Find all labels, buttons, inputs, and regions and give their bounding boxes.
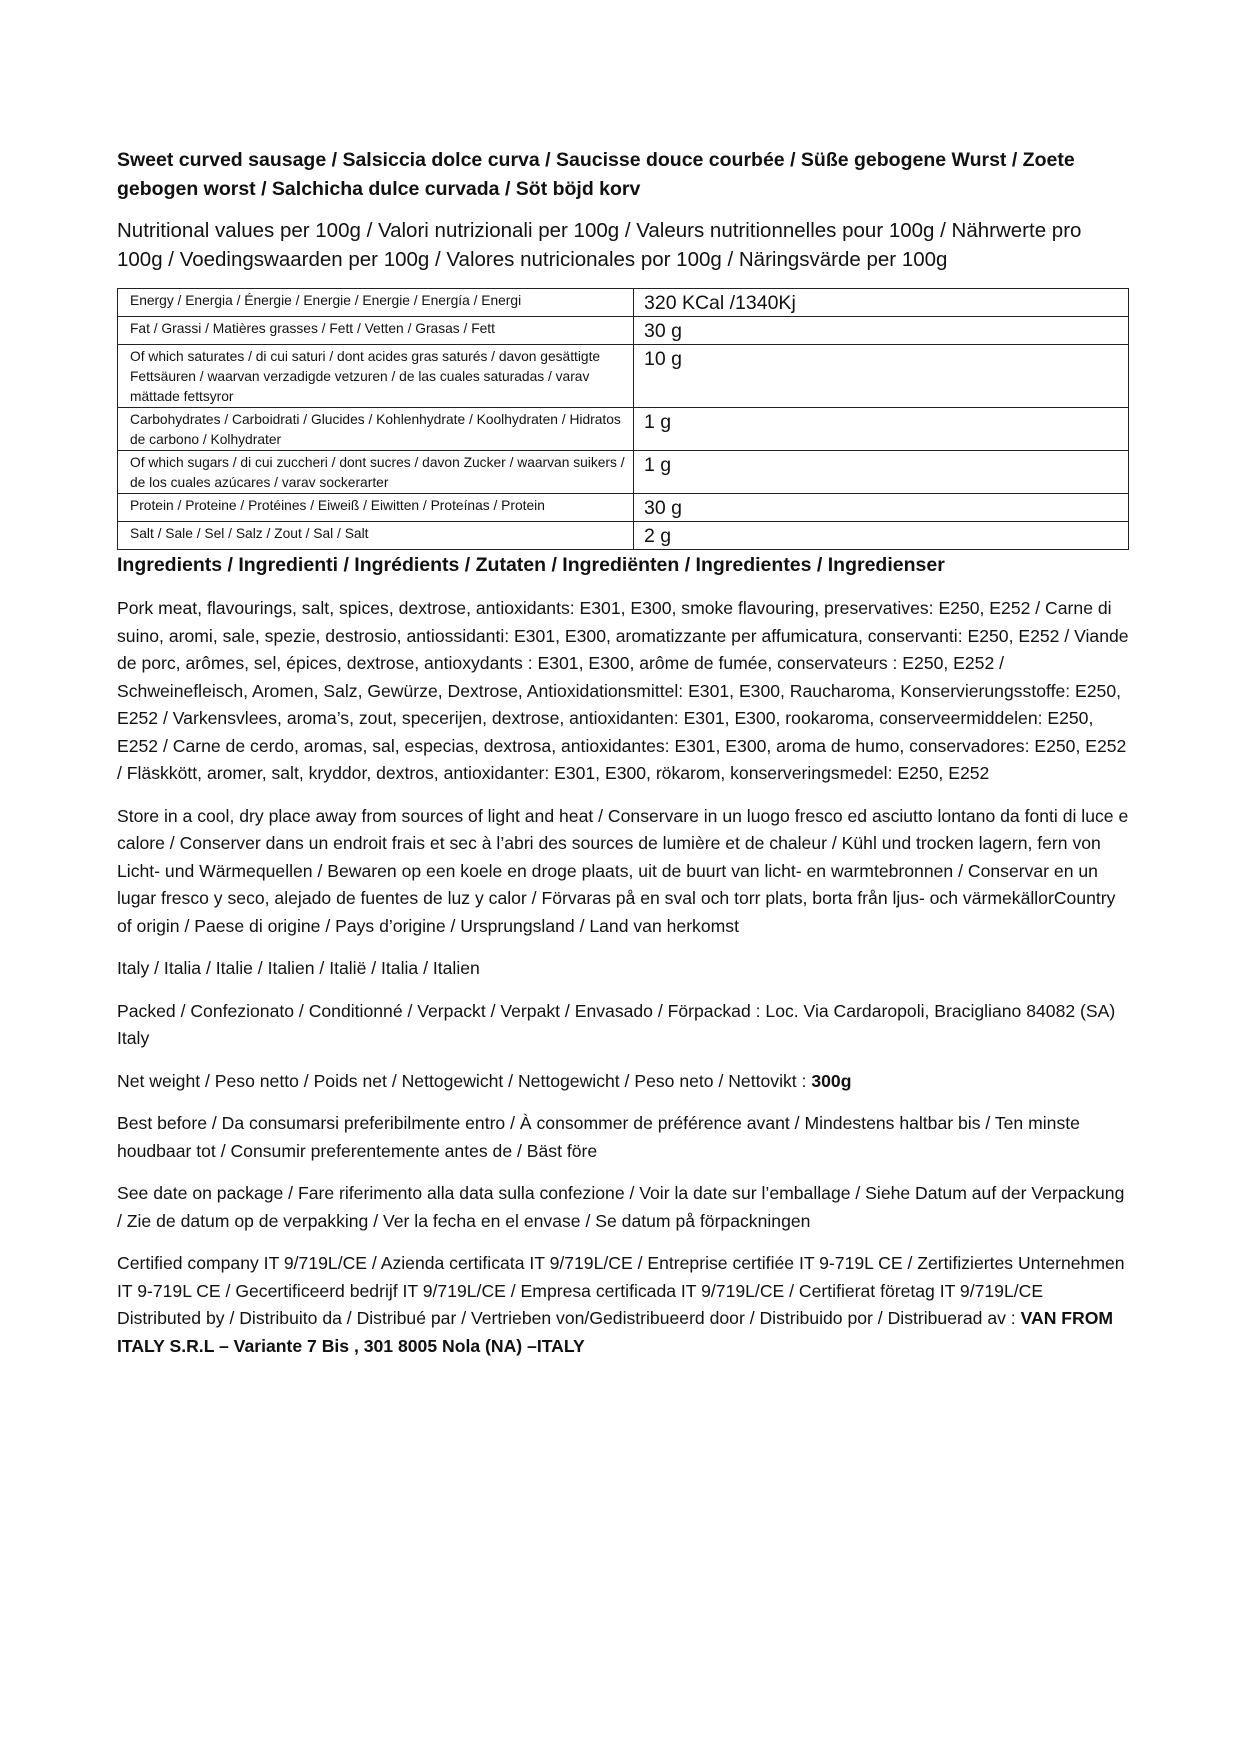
table-row: [118, 345, 1129, 408]
distributor-address: VAN FROM ITALY S.R.L – Variante 7 Bis , 301 8005 Nola (NA) –ITALY: [117, 1308, 1114, 1356]
nutrient-value: 30 g: [634, 494, 1129, 522]
table-row: [118, 494, 1129, 522]
certified-text: Certified company IT 9/719L/CE / Azienda certificata IT 9/719L/CE / Entreprise certifiée IT 9-719L CE / Zertifiziertes Unternehmen IT 9-719L CE / Gecertificeerd bedrijf IT 9/719L/CE / Empresa certificada IT 9/719L/CE / Certifierat företag IT 9/719L/CE Distributed by / Distribuito da / Distribué par / Vertrieben von/Gedistribueerd door / Distribuido por / Distribuerad av :: [117, 1253, 1125, 1328]
nutrient-label: Protein / Proteine / Protéines / Eiweiß / Eiwitten / Proteínas / Protein: [118, 494, 634, 522]
table-row: [118, 289, 1129, 317]
table-row: [118, 317, 1129, 345]
net-weight-value: 300g: [811, 1070, 852, 1091]
origin-text: Italy / Italia / Italie / Italien / Italië / Italia / Italien: [117, 958, 480, 978]
net-weight-line: [117, 1068, 1129, 1096]
product-title: Sweet curved sausage / Salsiccia dolce curva / Saucisse douce courbée / Süße gebogene Wurst / Zoete gebogen worst / Salchicha dulce curvada / Söt böjd korv: [117, 149, 1075, 200]
nutrient-value: 1 g: [634, 408, 1129, 451]
nutrient-value: 2 g: [634, 522, 1129, 550]
ingredients-text: Pork meat, flavourings, salt, spices, dextrose, antioxidants: E301, E300, smoke flavouring, preservatives: E250, E252 / Carne di suino, aromi, sale, spezie, destrosio, antiossidanti: E301, E300, aromatizzante per affumicatura, conservanti: E250, E252 / Viande de porc, arômes, sel, épices, dextrose, antioxydants : E301, E300, arôme de fumée, conservateurs : E250, E252 / Schweinefleisch, Aromen, Salz, Gewürze, Dextrose, Antioxidationsmittel: E301, E300, Raucharoma, Konservierungsstoffe: E250, E252 / Varkensvlees, aroma’s, zout, specerijen, dextrose, antioxidanten: E301, E300, rookaroma, conserveermiddelen: E250, E252 / Carne de cerdo, aromas, sal, especias, dextrosa, antioxidantes: E301, E300, aroma de humo, conservadores: E250, E252 / Fläskkött, aromer, salt, kryddor, dextros, antioxidanter: E301, E300, rökarom, konserveringsmedel: E250, E252: [117, 598, 1129, 783]
nutrient-label: Energy / Energia / Énergie / Energie / Energie / Energía / Energi: [118, 289, 634, 317]
nutrient-value: 1 g: [634, 451, 1129, 494]
nutrient-label: Carbohydrates / Carboidrati / Glucides / Kohlenhydrate / Koolhydraten / Hidratos de carbono / Kolhydrater: [118, 408, 634, 451]
nutrient-value: 320 KCal /1340Kj: [634, 289, 1129, 317]
nutrient-label: Of which saturates / di cui saturi / dont acides gras saturés / davon gesättigte Fettsäuren / waarvan verzadigde vetzuren / de las cuales saturadas / varav mättade fettsyror: [118, 345, 634, 408]
net-weight-label: Net weight / Peso netto / Poids net / Nettogewicht / Nettogewicht / Peso neto / Nettovikt :: [117, 1070, 812, 1091]
table-row: [118, 451, 1129, 494]
nutrient-value: 30 g: [634, 317, 1129, 345]
table-row: [118, 408, 1129, 451]
nutrient-label: Fat / Grassi / Matières grasses / Fett / Vetten / Grasas / Fett: [118, 317, 634, 345]
nutrient-value: 10 g: [634, 345, 1129, 408]
table-row: [118, 522, 1129, 550]
label-document: [117, 146, 1129, 1375]
nutrition-heading: Nutritional values per 100g / Valori nutrizionali per 100g / Valeurs nutritionnelles pour 100g / Nährwerte pro 100g / Voedingswaarden per 100g / Valores nutricionales por 100g / Näringsvärde per 100g: [117, 219, 1082, 271]
see-date-text: See date on package / Fare riferimento alla data sulla confezione / Voir la date sur l’emballage / Siehe Datum auf der Verpackung / Zie de datum op de verpakking / Ver la fecha en el envase / Se datum på förpackningen: [117, 1183, 1125, 1231]
best-before-text: Best before / Da consumarsi preferibilmente entro / À consommer de préférence avant / Mindestens haltbar bis / Ten minste houdbaar tot / Consumir preferentemente antes de / Bäst före: [117, 1113, 1080, 1161]
storage-text: Store in a cool, dry place away from sources of light and heat / Conservare in un luogo fresco ed asciutto lontano da fonti di luce e calore / Conserver dans un endroit frais et sec à l’abri des sources de lumière et de chaleur / Kühl und trocken lagern, fern von Licht- und Wärmequellen / Bewaren op een koele en droge plaats, uit de buurt van licht- en warmtebronnen / Conservar en un lugar fresco y seco, alejado de fuentes de luz y calor / Förvaras på en sval och torr plats, borta från ljus- och värmekällorCountry of origin / Paese di origine / Pays d’origine / Ursprungsland / Land van herkomst: [117, 805, 1129, 936]
certified-distributor-line: [117, 1250, 1129, 1360]
nutrient-label: Of which sugars / di cui zuccheri / dont sucres / davon Zucker / waarvan suikers / de los cuales azúcares / varav sockerarter: [118, 451, 634, 494]
ingredients-heading: Ingredients / Ingredienti / Ingrédients / Zutaten / Ingrediënten / Ingredientes / Ingredienser: [117, 554, 945, 576]
nutrition-table: [117, 288, 1129, 550]
nutrient-label: Salt / Sale / Sel / Salz / Zout / Sal / Salt: [118, 522, 634, 550]
packed-text: Packed / Confezionato / Conditionné / Verpackt / Verpakt / Envasado / Förpackad : Loc. Via Cardaropoli, Bracigliano 84082 (SA) Italy: [117, 1000, 1116, 1048]
